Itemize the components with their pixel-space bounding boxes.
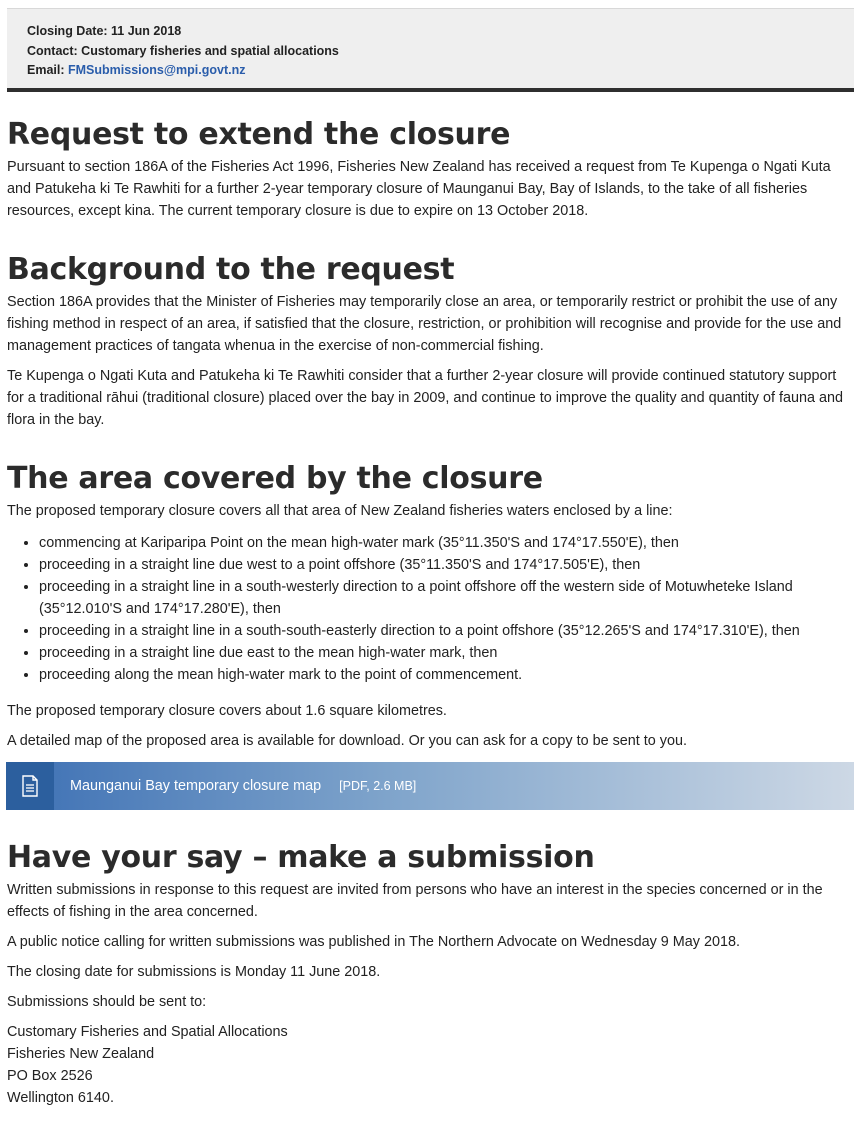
contact: Contact: Customary fisheries and spatial allocations <box>27 43 339 58</box>
email-label: Email: <box>27 63 65 77</box>
heading-area: The area covered by the closure <box>7 461 543 496</box>
list-item: • proceeding in a straight line due west to a point offshore (35°11.350'S and 174°17.505'E), then <box>39 554 852 576</box>
heading-submission: Have your say – make a submission <box>7 840 595 875</box>
main-content <box>7 117 852 1109</box>
consultation-info-box <box>7 8 854 92</box>
address-line: Fisheries New Zealand <box>7 1046 155 1062</box>
list-item: • proceeding in a straight line in a south-westerly direction to a point offshore off the western side of Motuwheteke Island (35°12.010'S and 174°17.280'E), then <box>39 576 852 620</box>
request-paragraph: Pursuant to section 186A of the Fisheries Act 1996, Fisheries New Zealand has received a request from Te Kupenga o Ngati Kuta and Patukeha ki Te Rawhiti for a further 2-year temporary closure of Maunganui Bay, Bay of Islands, to the take of all fisheries resources, except kina. The current temporary closure is due to expire on 13 October 2018. <box>7 159 831 219</box>
boundary-list <box>7 532 852 686</box>
email-link[interactable]: FMSubmissions@mpi.govt.nz <box>68 63 246 77</box>
map-note: A detailed map of the proposed area is available for download. Or you can ask for a copy to be sent to you. <box>7 733 687 749</box>
address-line: Customary Fisheries and Spatial Allocations <box>7 1024 288 1040</box>
heading-background: Background to the request <box>7 252 455 287</box>
closing-date: Closing Date: 11 Jun 2018 <box>27 24 182 38</box>
download-title: Maunganui Bay temporary closure map <box>70 778 322 794</box>
list-item: • proceeding in a straight line in a south-south-easterly direction to a point offshore (35°12.265'S and 174°17.310'E), then <box>39 620 852 642</box>
submission-paragraph-2: A public notice calling for written submissions was published in The Northern Advocate on Wednesday 9 May 2018. <box>7 934 741 950</box>
submission-paragraph-4: Submissions should be sent to: <box>7 994 207 1010</box>
submission-paragraph-3: The closing date for submissions is Monday 11 June 2018. <box>7 964 381 980</box>
address-line: PO Box 2526 <box>7 1068 93 1084</box>
postal-address <box>7 1021 852 1109</box>
list-item: • proceeding along the mean high-water mark to the point of commencement. <box>39 664 852 686</box>
document-icon <box>6 762 54 810</box>
list-item: • proceeding in a straight line due east to the mean high-water mark, then <box>39 642 852 664</box>
address-line: Wellington 6140. <box>7 1090 114 1106</box>
background-paragraph-1: Section 186A provides that the Minister of Fisheries may temporarily close an area, or temporarily restrict or prohibit the use of any fishing method in respect of an area, if satisfied that the closure, restriction, or prohibition will recognise and provide for the use and management practices of tangata whenua in the exercise of non-commercial fishing. <box>7 294 842 354</box>
email-line <box>27 61 854 81</box>
map-download-link[interactable] <box>6 762 854 810</box>
area-intro: The proposed temporary closure covers all that area of New Zealand fisheries waters enclosed by a line: <box>7 503 673 519</box>
download-file-info: [PDF, 2.6 MB] <box>339 779 417 793</box>
list-item: • commencing at Kariparipa Point on the mean high-water mark (35°11.350'S and 174°17.550'E), then <box>39 532 852 554</box>
background-paragraph-2: Te Kupenga o Ngati Kuta and Patukeha ki Te Rawhiti consider that a further 2-year closure will provide continued statutory support for a traditional rāhui (traditional closure) placed over the bay in 2009, and continue to improve the quality and quantity of fauna and flora in the bay. <box>7 368 843 428</box>
area-size-note: The proposed temporary closure covers about 1.6 square kilometres. <box>7 703 447 719</box>
heading-request: Request to extend the closure <box>7 117 511 152</box>
submission-paragraph-1: Written submissions in response to this request are invited from persons who have an interest in the species concerned or in the effects of fishing in the area concerned. <box>7 882 823 920</box>
